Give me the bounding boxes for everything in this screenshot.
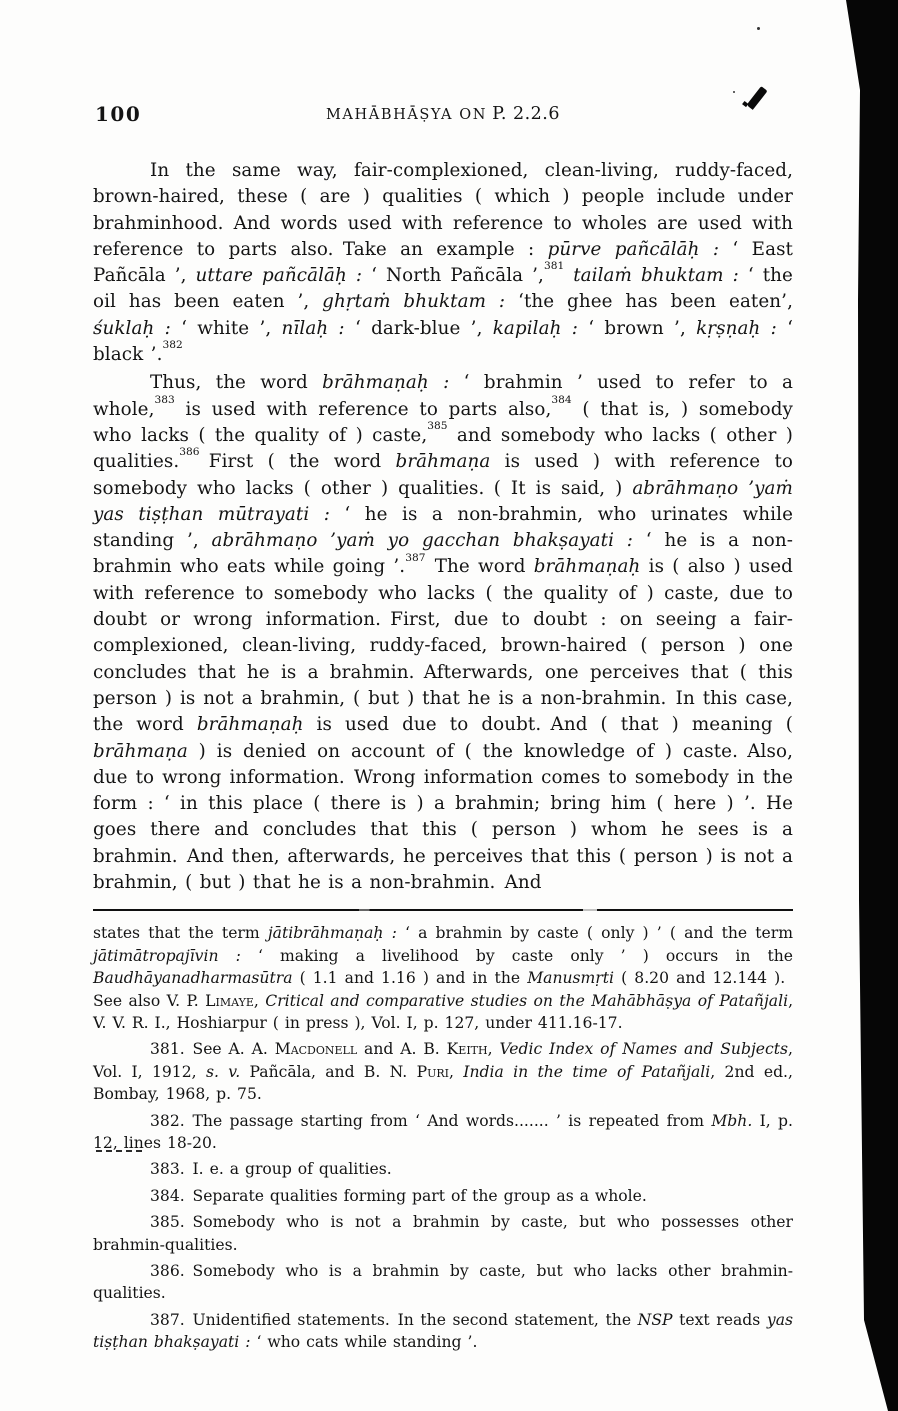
footnote-380-continuation: states that the term jātibrāhmaṇaḥ : ‘ a brahmin by caste ( only ) ’ ( and the term jātimātropajīvin : ‘ making a livelihood by caste only ’ ) occurs in the Baudhāyanadharmasūtra ( 1.1 and 1.16 ) and in the Manusmṛti ( 8.20 and 12.144 ). See also V. P. Limaye, Critical and comparative studies on the Mahābhāṣya of Patañjali, V. V. R. I., Hoshiarpur ( in press ), Vol. I, p. 127, under 411.16-17.	[93, 924, 794, 1032]
body-paragraph-1: In the same way, fair-complexioned, clean-living, ruddy-faced, brown-haired, these ( are ) qualities ( which ) people include under brahminhood. And words used with reference to wholes are used with reference to parts also. Take an example : pūrve pañcālāḥ : ‘ East Pañcāla ’, uttare pañcālāḥ : ‘ North Pañcāla ’,$^{381}$ tailaṁ bhuktam : ‘ the oil has been eaten ’, ghṛtaṁ bhuktam : ‘the ghee has been eaten’, śuklaḥ : ‘ white ’, nīlaḥ : ‘ dark-blue ’, kapilaḥ : ‘ brown ’, kṛṣṇaḥ : ‘ black ’.$^{382}$	[93, 160, 794, 366]
footnote-385: 385. Somebody who is not a brahmin by caste, but who possesses other brahmin-qualities.	[93, 1213, 793, 1254]
text-block	[93, 100, 793, 1354]
book-gutter-shadow	[838, 0, 898, 1411]
running-title-work: MAHĀBHĀṢYA ON	[325, 107, 488, 123]
scan-speck	[757, 27, 760, 30]
translation-body	[93, 158, 793, 896]
running-title-sutra-ref: P. 2.2.6	[492, 104, 561, 124]
scan-speck	[733, 91, 735, 93]
footnote-381: 381. See A. A. Macdonell and A. B. Keith, Vedic Index of Names and Subjects, Vol. I, 1912, s. v. Pañcāla, and B. N. Puri, India in the time of Patañjali, 2nd ed., Bombay, 1968, p. 75.	[93, 1040, 793, 1104]
footnote-384: 384. Separate qualities forming part of the group as a whole.	[150, 1186, 647, 1205]
footnote-387: 387. Unidentified statements. In the second statement, the NSP text reads yas tiṣṭhan bhakṣayati : ‘ who cats while standing ’.	[93, 1310, 793, 1352]
page-number: 100	[95, 102, 142, 126]
footnote-382: 382. The passage starting from ‘ And words....... ’ is repeated from Mbh. I, p. 12, lines 18-20.	[93, 1111, 793, 1152]
running-title	[93, 104, 793, 124]
footnote-386: 386. Somebody who is a brahmin by caste, but who lacks other brahmin-qualities.	[93, 1262, 793, 1303]
footnotes-section	[93, 922, 793, 1353]
body-paragraph-2: Thus, the word brāhmaṇaḥ : ‘ brahmin ’ used to refer to a whole,$^{383}$ is used with reference to parts also,$^{384}$ ( that is, ) somebody who lacks ( the quality of ) caste,$^{385}$ and somebody who lacks ( other ) qualities.$^{386}$ First ( the word brāhmaṇa is used ) with reference to somebody who lacks ( other ) qualities. ( It is said, ) abrāhmaṇo ’yaṁ yas tiṣṭhan mūtrayati : ‘ he is a non-brahmin, who urinates while standing ’, abrāhmaṇo ’yaṁ yo gacchan bhakṣayati : ‘ he is a non-brahmin who eats while going ’.$^{387}$ The word brāhmaṇaḥ is ( also ) used with reference to somebody who lacks ( the quality of ) caste, due to doubt or wrong information. First, due to doubt : on seeing a fair-complexioned, clean-living, ruddy-faced, brown-haired ( person ) one concludes that he is a brahmin. Afterwards, one perceives that ( this person ) is not a brahmin, ( but ) that he is a non-brahmin. In this case, the word brāhmaṇaḥ is used due to doubt. And ( that ) meaning ( brāhmaṇa ) is denied on account of ( the knowledge of ) caste. Also, due to wrong information. Wrong information comes to somebody in the form : ‘ in this place ( there is ) a brahmin; bring him ( here ) ’. He goes there and concludes that this ( person ) whom he sees is a brahmin. And then, afterwards, he perceives that this ( person ) is not a brahmin, ( but ) that he is a non-brahmin. And	[93, 372, 793, 894]
footnote-separator-rule	[93, 909, 793, 911]
page-header	[93, 100, 793, 130]
footnote-383: 383. I. e. a group of qualities.	[150, 1160, 392, 1179]
